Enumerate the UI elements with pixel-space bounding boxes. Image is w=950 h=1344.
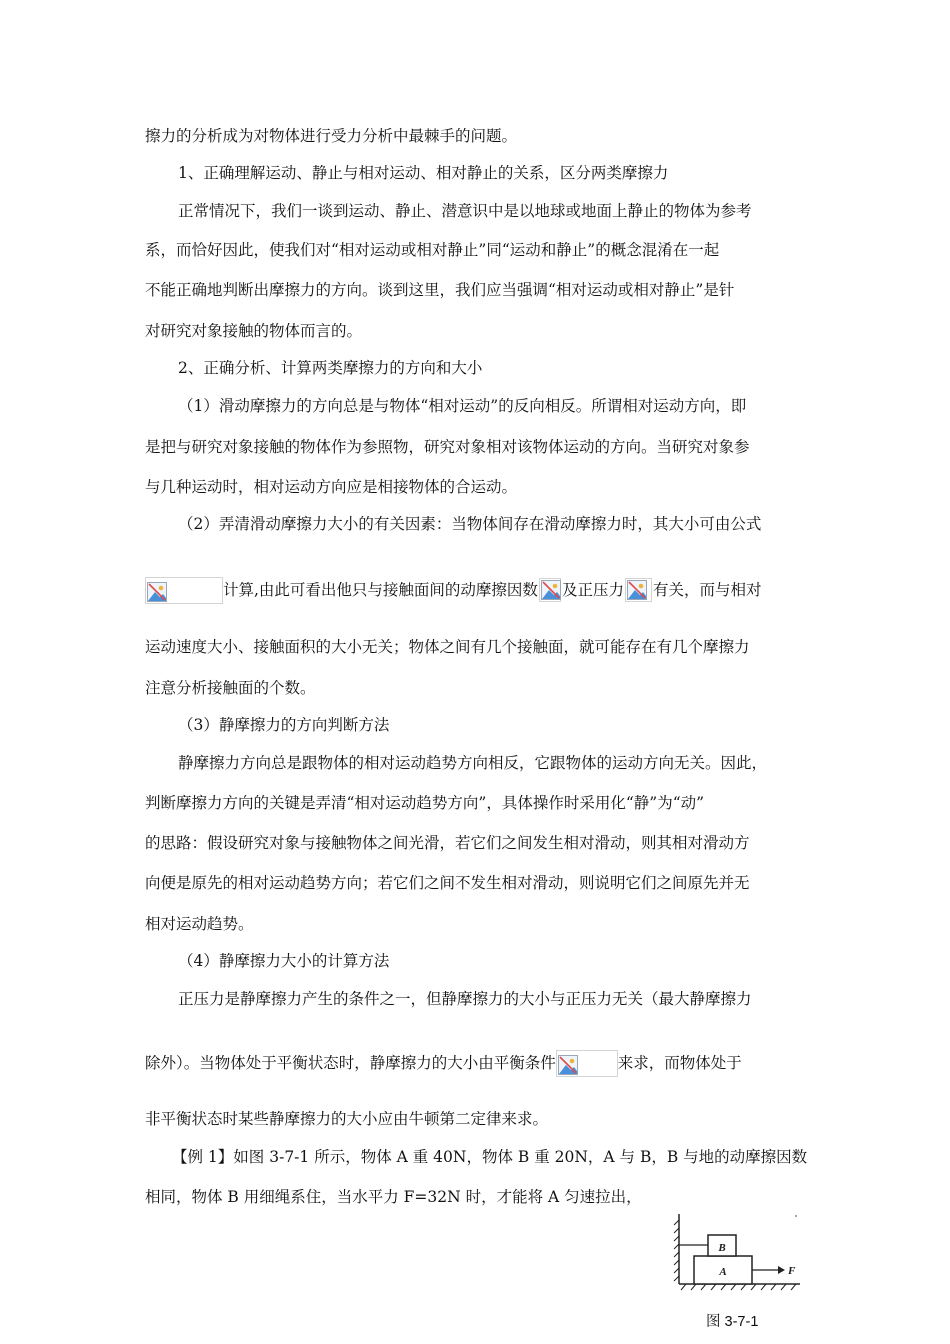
block-b-label: B — [718, 1242, 726, 1254]
paragraph-line: 的思路：假设研究对象与接触物体之间光滑，若它们之间发生相对滑动，则其相对滑动方 — [145, 834, 750, 852]
paragraph-line: 擦力的分析成为对物体进行受力分析中最棘手的问题。 — [145, 127, 518, 145]
example-line: 【例 1】如图 3-7-1 所示，物体 A 重 40N，物体 B 重 20N，A 与 B，B 与地的动摩擦因数 — [172, 1148, 808, 1166]
paragraph-line: 非平衡状态时某些静摩擦力的大小应由牛顿第二定律来求。 — [145, 1110, 549, 1128]
paragraph-line: （2）弄清滑动摩擦力大小的有关因素：当物体间存在滑动摩擦力时，其大小可由公式 — [178, 515, 762, 533]
normal-force-image — [625, 578, 652, 602]
physics-diagram — [672, 1210, 802, 1296]
paragraph-line: 是把与研究对象接触的物体作为参照物，研究对象相对该物体运动的方向。当研究对象参 — [145, 438, 750, 456]
paragraph-line: 与几种运动时，相对运动方向应是相接物体的合运动。 — [145, 478, 518, 496]
paragraph-line: 系，而恰好因此，使我们对“相对运动或相对静止”同“运动和静止”的概念混淆在一起 — [145, 241, 720, 259]
figure-caption: 图 3-7-1 — [706, 1314, 759, 1330]
section-heading-1: 1、正确理解运动、静止与相对运动、相对静止的关系，区分两类摩擦力 — [178, 164, 669, 182]
broken-image-icon — [147, 582, 167, 602]
paragraph-line: 不能正确地判断出摩擦力的方向。谈到这里，我们应当强调“相对运动或相对静止”是针 — [145, 281, 735, 299]
broken-image-icon — [541, 580, 561, 600]
paragraph-line: 判断摩擦力方向的关键是弄清“相对运动趋势方向”，具体操作时采用化“静”为“动” — [145, 794, 705, 812]
text-run: 来求，而物体处于 — [617, 1054, 742, 1072]
text-run: 及正压力 — [561, 581, 624, 599]
paragraph-line: 相对运动趋势。 — [145, 915, 254, 933]
formula-line — [145, 1046, 810, 1080]
block-a-label: A — [719, 1266, 727, 1278]
formula-image-placeholder — [145, 577, 223, 604]
force-f-label: F — [788, 1265, 796, 1277]
section-heading-3: （3）静摩擦力的方向判断方法 — [178, 716, 390, 734]
formula-line — [145, 573, 810, 607]
section-heading-4: （4）静摩擦力大小的计算方法 — [178, 952, 390, 970]
paragraph-line: （1）滑动摩擦力的方向总是与物体“相对运动”的反向相反。所谓相对运动方向，即 — [178, 397, 747, 415]
paragraph-line: 静摩擦力方向总是跟物体的相对运动趋势方向相反，它跟物体的运动方向无关。因此， — [178, 754, 768, 772]
text-run: 有关，而与相对 — [652, 581, 762, 599]
section-heading-2: 2、正确分析、计算两类摩擦力的方向和大小 — [178, 359, 483, 377]
paragraph-line: 向便是原先的相对运动趋势方向；若它们之间不发生相对滑动，则说明它们之间原先并无 — [145, 874, 750, 892]
paragraph-line: 正常情况下，我们一谈到运动、静止、潜意识中是以地球或地面上静止的物体为参考 — [178, 202, 752, 220]
broken-image-icon — [627, 580, 647, 600]
paragraph-line: 相同，物体 B 用细绳系住，当水平力 F=32N 时，才能将 A 匀速拉出， — [145, 1188, 642, 1206]
blocks-diagram-svg — [672, 1210, 802, 1296]
paragraph-line: 运动速度大小、接触面积的大小无关；物体之间有几个接触面，就可能存在有几个摩擦力 — [145, 638, 750, 656]
friction-coefficient-image — [539, 578, 561, 602]
paragraph-line: 对研究对象接触的物体而言的。 — [145, 322, 363, 340]
paragraph-line: 正压力是静摩擦力产生的条件之一，但静摩擦力的大小与正压力无关（最大静摩擦力 — [178, 990, 752, 1008]
equilibrium-condition-image — [556, 1050, 618, 1077]
paragraph-line: 注意分析接触面的个数。 — [145, 679, 316, 697]
text-run: 除外）。当物体处于平衡状态时，静摩擦力的大小由平衡条件 — [145, 1054, 556, 1072]
broken-image-icon — [558, 1055, 578, 1075]
text-run: 计算,由此可看出他只与接触面间的动摩擦因数 — [223, 581, 538, 599]
